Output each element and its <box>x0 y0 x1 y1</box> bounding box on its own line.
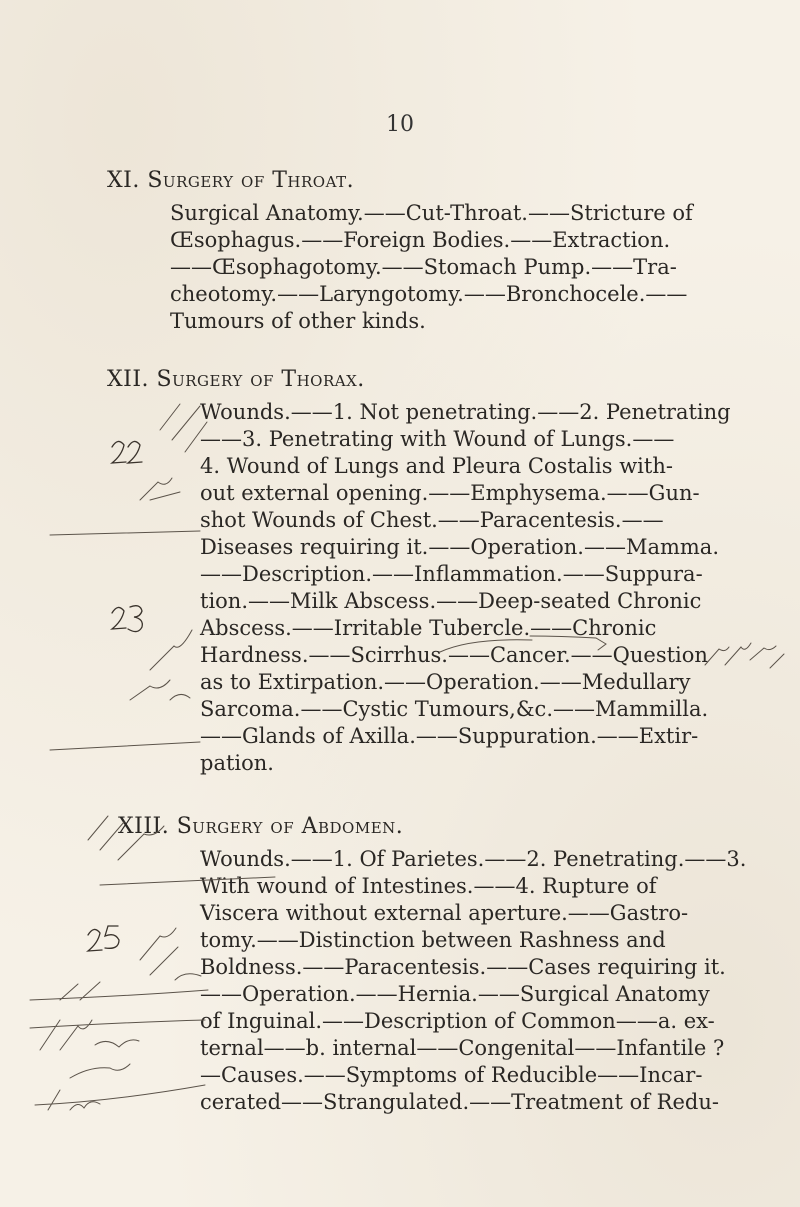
text-line: tomy.——Distinction between Rashness and <box>200 928 666 952</box>
text-line: Boldness.——Paracentesis.——Cases requiring it. <box>200 955 726 979</box>
text-line: cerated——Strangulated.——Treatment of Redu- <box>200 1090 719 1114</box>
text-line: as to Extirpation.——Operation.——Medullary <box>200 670 691 694</box>
text-line: Diseases requiring it.——Operation.——Mamma. <box>200 535 720 559</box>
text-line: ternal——b. internal——Congenital——Infantile ? <box>200 1036 725 1060</box>
section-numeral: XI. <box>107 168 140 193</box>
text-line: —Causes.——Symptoms of Reducible——Incar- <box>200 1063 703 1087</box>
section-numeral: XIII. <box>118 814 170 839</box>
text-line: ——3. Penetrating with Wound of Lungs.—— <box>200 427 675 451</box>
text-line: shot Wounds of Chest.——Paracentesis.—— <box>200 508 664 532</box>
text-line: cheotomy.——Laryngotomy.——Bronchocele.—— <box>170 282 688 306</box>
text-line: Abscess.——Irritable Tubercle.——Chronic <box>200 616 657 640</box>
text-line: Wounds.——1. Not penetrating.——2. Penetrating <box>200 400 731 424</box>
text-line: tion.——Milk Abscess.——Deep-seated Chronic <box>200 589 702 613</box>
text-line: Hardness.——Scirrhus.——Cancer.——Question <box>200 643 708 667</box>
text-line: 4. Wound of Lungs and Pleura Costalis with- <box>200 454 673 478</box>
section-numeral: XII. <box>107 367 150 392</box>
section-title: Surgery of Thorax. <box>156 367 365 392</box>
text-line: Surgical Anatomy.——Cut-Throat.——Stricture of <box>170 201 693 225</box>
section-heading <box>107 367 365 392</box>
text-line: ——Glands of Axilla.——Suppuration.——Extir- <box>200 724 699 748</box>
text-line: out external opening.——Emphysema.——Gun- <box>200 481 700 505</box>
page-number: 10 <box>386 112 414 137</box>
text-line: ——Œsophagotomy.——Stomach Pump.——Tra- <box>170 255 677 279</box>
text-line: of Inguinal.——Description of Common——a. ex- <box>200 1009 715 1033</box>
text-line: Viscera without external aperture.——Gastro- <box>200 901 689 925</box>
text-line: Sarcoma.——Cystic Tumours,&c.——Mammilla. <box>200 697 709 721</box>
text-line: Œsophagus.——Foreign Bodies.——Extraction. <box>170 228 671 252</box>
text-line: Tumours of other kinds. <box>170 309 426 333</box>
section-heading <box>118 814 403 839</box>
section-title: Surgery of Abdomen. <box>176 814 404 839</box>
text-line: With wound of Intestines.——4. Rupture of <box>200 874 657 898</box>
section-heading <box>107 168 354 193</box>
section-title: Surgery of Throat. <box>147 168 355 193</box>
text-line: Wounds.——1. Of Parietes.——2. Penetrating.——3. <box>200 847 747 871</box>
text-line: pation. <box>200 751 274 775</box>
text-line: ——Operation.——Hernia.——Surgical Anatomy <box>200 982 710 1006</box>
text-line: ——Description.——Inflammation.——Suppura- <box>200 562 703 586</box>
